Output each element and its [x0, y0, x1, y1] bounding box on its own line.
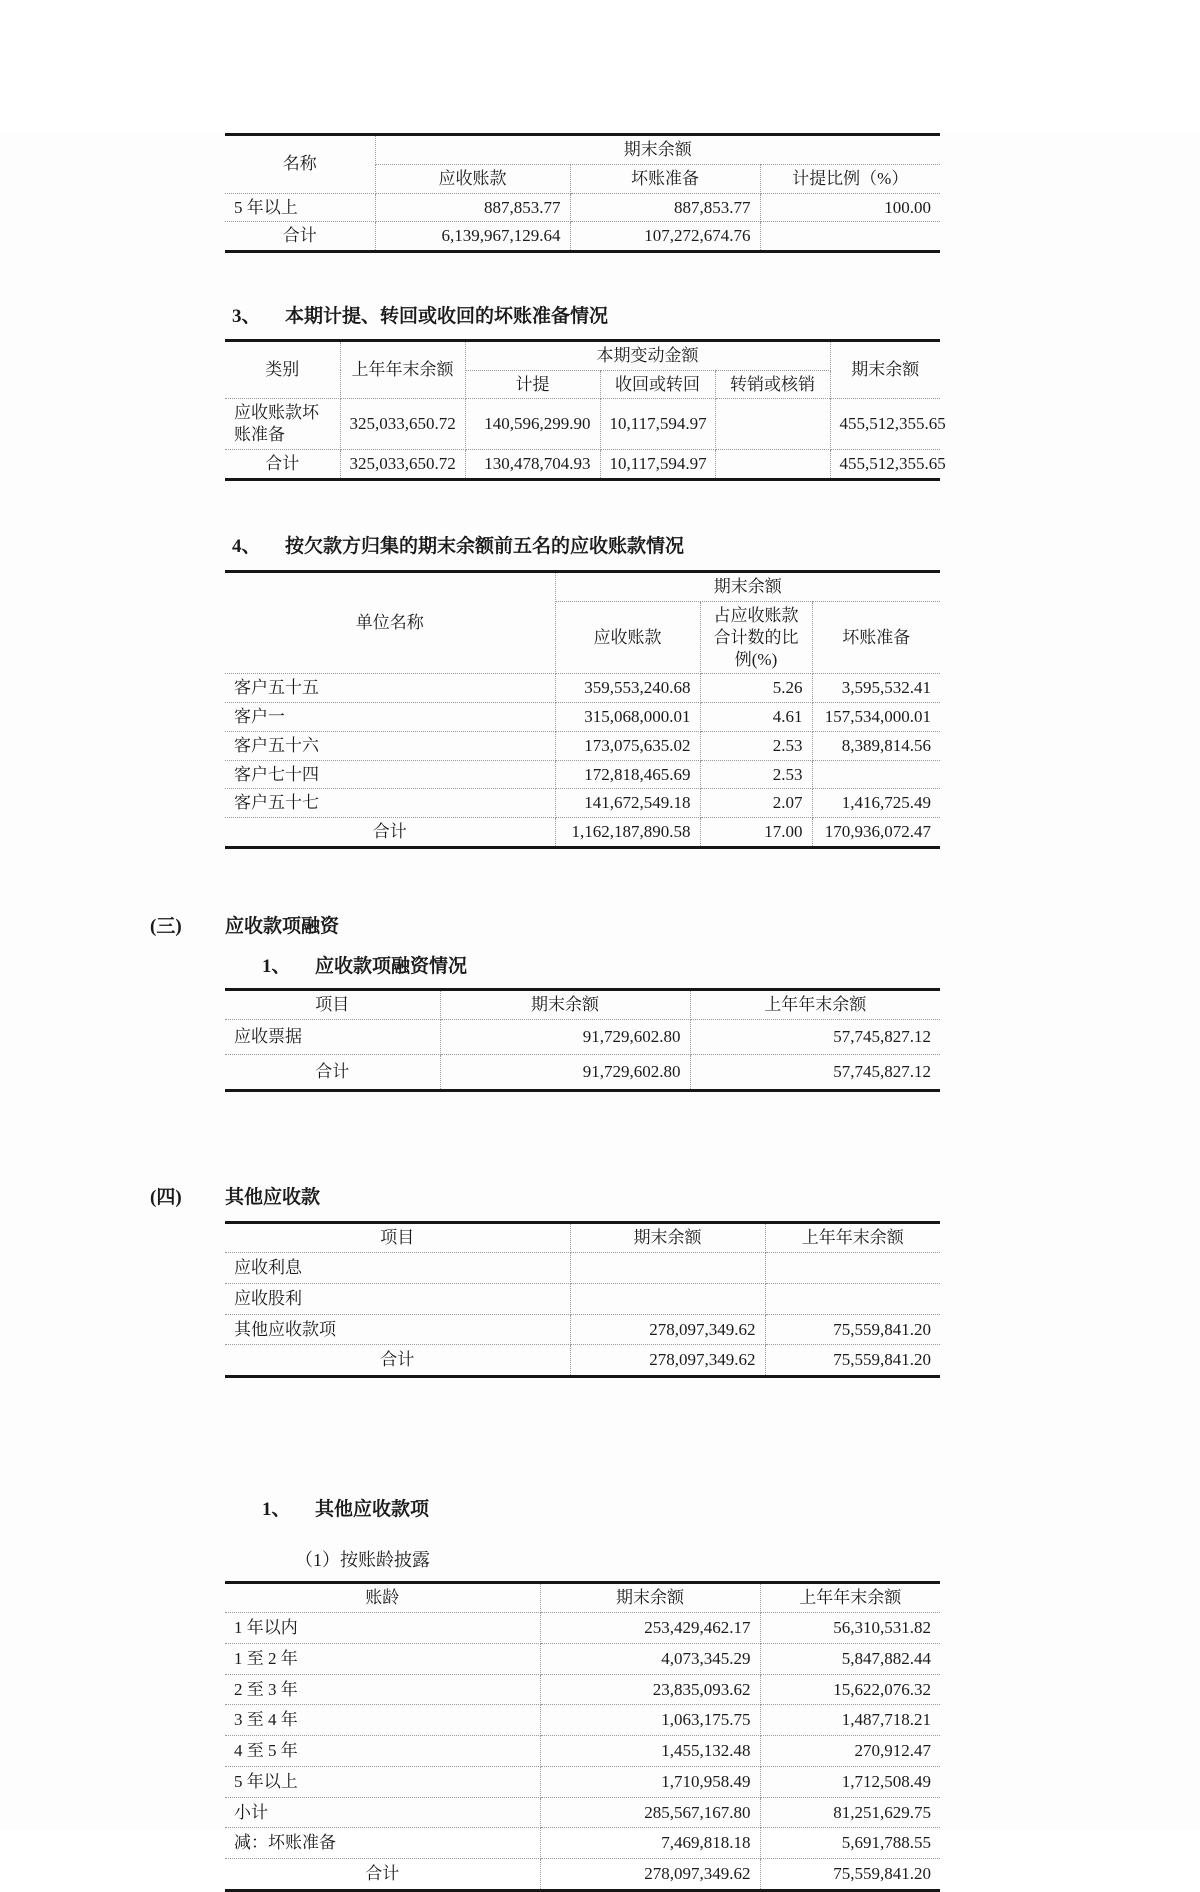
amount-cell: 57,745,827.12 [690, 1054, 940, 1090]
amount-cell: 887,853.77 [375, 193, 570, 222]
amount-cell: 91,729,602.80 [440, 1020, 690, 1055]
table-row [225, 760, 940, 789]
row-label: 合计 [225, 818, 555, 848]
table-row-total [225, 449, 940, 479]
col-header-bad-debt-provision: 坏账准备 [570, 164, 760, 193]
table-row [225, 1797, 940, 1828]
col-header-ending-balance: 期末余额 [830, 340, 940, 399]
row-label: 5 年以上 [225, 1766, 540, 1797]
amount-cell: 278,097,349.62 [540, 1859, 760, 1891]
col-header-unit-name: 单位名称 [225, 572, 555, 674]
col-header-ratio-of-total: 占应收账款合计数的比例(%) [700, 602, 812, 674]
row-label: 客户五十六 [225, 731, 555, 760]
section-number: 3、 [232, 306, 261, 327]
section-title: 其他应收款项 [315, 1499, 430, 1520]
row-label: 其他应收款项 [225, 1314, 570, 1345]
amount-cell: 10,117,594.97 [600, 399, 715, 450]
amount-cell: 56,310,531.82 [760, 1613, 940, 1644]
other-receivables-sub-heading [262, 1498, 1200, 1522]
amount-cell: 4.61 [700, 703, 812, 732]
ar-aging-table [225, 133, 940, 253]
row-label: 应收股利 [225, 1283, 570, 1314]
row-label: 合计 [225, 1859, 540, 1891]
table-row [225, 1314, 940, 1345]
table-row [225, 1613, 940, 1644]
col-header-item: 项目 [225, 990, 440, 1020]
amount-cell: 10,117,594.97 [600, 449, 715, 479]
col-header-prior-year-balance: 上年年末余额 [760, 1583, 940, 1613]
section-number: (三) [150, 915, 182, 937]
amount-cell: 455,512,355.65 [830, 449, 940, 479]
amount-cell: 75,559,841.20 [765, 1345, 940, 1377]
section-title: 本期计提、转回或收回的坏账准备情况 [285, 306, 609, 327]
table-row [225, 1828, 940, 1859]
amount-cell: 455,512,355.65 [830, 399, 940, 450]
amount-cell: 5,847,882.44 [760, 1643, 940, 1674]
row-label: 客户五十七 [225, 789, 555, 818]
table-row [225, 1736, 940, 1767]
section-title: 按欠款方归集的期末余额前五名的应收账款情况 [285, 535, 685, 557]
section-title: （1）按账龄披露 [295, 1549, 430, 1570]
amount-cell: 75,559,841.20 [765, 1314, 940, 1345]
table-row [225, 1766, 940, 1797]
col-header-accounts-receivable: 应收账款 [375, 164, 570, 193]
amount-cell: 172,818,465.69 [555, 760, 700, 789]
amount-cell: 157,534,000.01 [812, 703, 940, 732]
amount-cell: 4,073,345.29 [540, 1643, 760, 1674]
row-label: 合计 [225, 222, 375, 252]
amount-cell: 887,853.77 [570, 193, 760, 222]
col-header-aging: 账龄 [225, 1583, 540, 1613]
amount-cell: 325,033,650.72 [340, 399, 465, 450]
row-label: 合计 [225, 1054, 440, 1090]
table-row-total [225, 222, 940, 252]
row-label: 客户五十五 [225, 674, 555, 703]
col-header-written-off: 转销或核销 [715, 370, 830, 399]
col-header-accrual: 计提 [465, 370, 600, 399]
amount-cell: 140,596,299.90 [465, 399, 600, 450]
section-3-heading [232, 305, 1200, 329]
other-receivables-table [225, 1221, 940, 1378]
amount-cell: 23,835,093.62 [540, 1674, 760, 1705]
amount-cell: 270,912.47 [760, 1736, 940, 1767]
table-row-total [225, 818, 940, 848]
table-row [225, 1283, 940, 1314]
row-label: 应收票据 [225, 1020, 440, 1055]
col-header-name: 名称 [225, 135, 375, 194]
row-label: 3 至 4 年 [225, 1705, 540, 1736]
row-label: 1 至 2 年 [225, 1643, 540, 1674]
amount-cell [812, 760, 940, 789]
amount-cell: 141,672,549.18 [555, 789, 700, 818]
row-label: 4 至 5 年 [225, 1736, 540, 1767]
col-header-ending-balance: 期末余额 [555, 572, 940, 602]
col-header-ending-balance: 期末余额 [375, 135, 940, 165]
part-3-sub-heading [262, 955, 1200, 979]
row-label: 2 至 3 年 [225, 1674, 540, 1705]
amount-cell: 8,389,814.56 [812, 731, 940, 760]
row-label: 合计 [225, 449, 340, 479]
col-header-category: 类别 [225, 340, 340, 399]
amount-cell: 17.00 [700, 818, 812, 848]
section-title: 应收款项融资情况 [315, 955, 468, 977]
amount-cell [715, 399, 830, 450]
amount-cell [570, 1253, 765, 1284]
amount-cell: 253,429,462.17 [540, 1613, 760, 1644]
provision-change-table [225, 339, 946, 481]
amount-cell: 107,272,674.76 [570, 222, 760, 252]
amount-cell: 130,478,704.93 [465, 449, 600, 479]
col-header-current-changes: 本期变动金额 [465, 340, 830, 370]
col-header-item: 项目 [225, 1223, 570, 1253]
table-row-total [225, 1054, 940, 1090]
table-row [225, 1705, 940, 1736]
amount-cell: 2.53 [700, 760, 812, 789]
financial-report-page [0, 133, 1200, 1883]
amount-cell: 1,063,175.75 [540, 1705, 760, 1736]
section-number: 1、 [262, 955, 291, 977]
section-title: 应收款项融资 [225, 915, 340, 937]
row-label: 5 年以上 [225, 193, 375, 222]
amount-cell: 7,469,818.18 [540, 1828, 760, 1859]
amount-cell: 100.00 [760, 193, 940, 222]
row-label: 小计 [225, 1797, 540, 1828]
amount-cell: 75,559,841.20 [760, 1859, 940, 1891]
table-row [225, 1020, 940, 1055]
amount-cell: 2.53 [700, 731, 812, 760]
section-number: (四) [150, 1186, 182, 1208]
table-row-total [225, 1859, 940, 1891]
amount-cell [765, 1253, 940, 1284]
amount-cell: 5,691,788.55 [760, 1828, 940, 1859]
amount-cell: 5.26 [700, 674, 812, 703]
amount-cell: 15,622,076.32 [760, 1674, 940, 1705]
table-row-total [225, 1345, 940, 1377]
section-number: 1、 [262, 1499, 291, 1520]
table-row [225, 1253, 940, 1284]
col-header-ending-balance: 期末余额 [440, 990, 690, 1020]
amount-cell: 1,710,958.49 [540, 1766, 760, 1797]
amount-cell: 1,162,187,890.58 [555, 818, 700, 848]
table-row [225, 399, 940, 450]
row-label: 应收利息 [225, 1253, 570, 1284]
amount-cell [715, 449, 830, 479]
col-header-prior-year-balance: 上年年末余额 [340, 340, 465, 399]
section-4-heading [232, 535, 1200, 559]
row-label: 合计 [225, 1345, 570, 1377]
col-header-prior-year-balance: 上年年末余额 [765, 1223, 940, 1253]
table-row [225, 703, 940, 732]
amount-cell: 1,416,725.49 [812, 789, 940, 818]
financing-table [225, 988, 940, 1091]
amount-cell: 170,936,072.47 [812, 818, 940, 848]
table-row [225, 1674, 940, 1705]
row-label: 客户七十四 [225, 760, 555, 789]
table-row [225, 731, 940, 760]
col-header-recovered-reversed: 收回或转回 [600, 370, 715, 399]
col-header-ending-balance: 期末余额 [540, 1583, 760, 1613]
amount-cell: 91,729,602.80 [440, 1054, 690, 1090]
amount-cell: 81,251,629.75 [760, 1797, 940, 1828]
amount-cell [760, 222, 940, 252]
section-title: 其他应收款 [225, 1186, 321, 1208]
table-row [225, 789, 940, 818]
amount-cell: 2.07 [700, 789, 812, 818]
amount-cell [765, 1283, 940, 1314]
part-4-heading [150, 1186, 1200, 1210]
top5-customers-table [225, 570, 940, 849]
part-3-heading [150, 915, 1200, 939]
amount-cell: 285,567,167.80 [540, 1797, 760, 1828]
col-header-bad-debt-provision: 坏账准备 [812, 602, 940, 674]
amount-cell: 278,097,349.62 [570, 1345, 765, 1377]
amount-cell: 1,712,508.49 [760, 1766, 940, 1797]
amount-cell: 359,553,240.68 [555, 674, 700, 703]
amount-cell: 325,033,650.72 [340, 449, 465, 479]
amount-cell: 1,487,718.21 [760, 1705, 940, 1736]
other-aging-table [225, 1581, 940, 1892]
row-label: 客户一 [225, 703, 555, 732]
col-header-accounts-receivable: 应收账款 [555, 602, 700, 674]
col-header-provision-ratio: 计提比例（%） [760, 164, 940, 193]
aging-disclosure-heading [295, 1549, 1200, 1572]
amount-cell: 173,075,635.02 [555, 731, 700, 760]
amount-cell: 1,455,132.48 [540, 1736, 760, 1767]
row-label: 减：坏账准备 [225, 1828, 540, 1859]
amount-cell: 3,595,532.41 [812, 674, 940, 703]
amount-cell: 315,068,000.01 [555, 703, 700, 732]
col-header-prior-year-balance: 上年年末余额 [690, 990, 940, 1020]
table-row [225, 674, 940, 703]
amount-cell: 57,745,827.12 [690, 1020, 940, 1055]
amount-cell [570, 1283, 765, 1314]
amount-cell: 6,139,967,129.64 [375, 222, 570, 252]
section-number: 4、 [232, 535, 261, 557]
table-row [225, 1643, 940, 1674]
table-row [225, 193, 940, 222]
amount-cell: 278,097,349.62 [570, 1314, 765, 1345]
col-header-ending-balance: 期末余额 [570, 1223, 765, 1253]
row-label: 1 年以内 [225, 1613, 540, 1644]
row-label: 应收账款坏账准备 [225, 399, 340, 450]
